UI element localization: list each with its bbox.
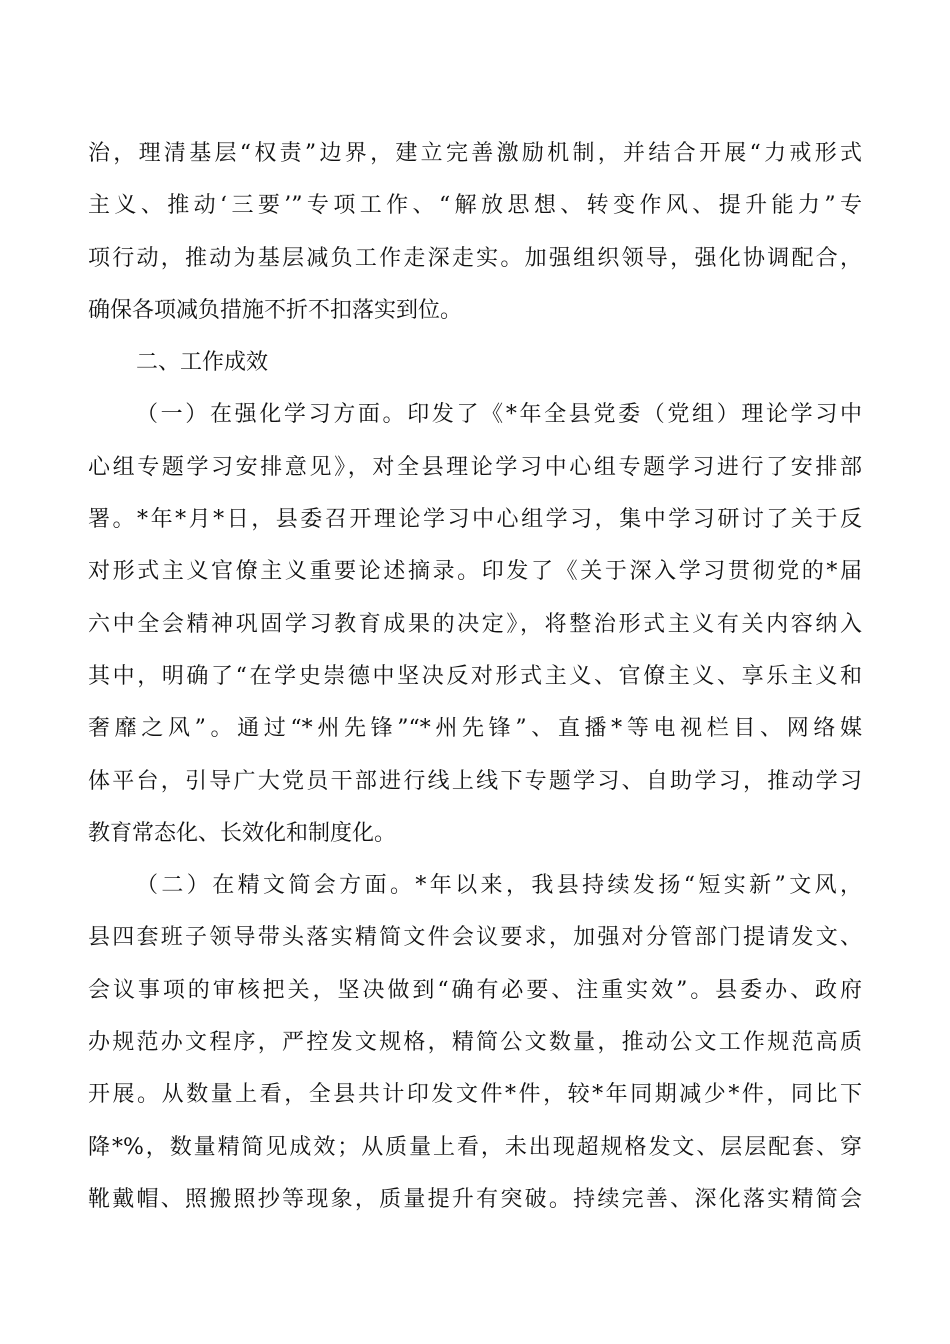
text-line: 办规范办文程序，严控发文规格，精简公文数量，推动公文工作规范高质 [88, 1030, 862, 1056]
document-page [88, 128, 862, 1226]
text-line: 教育常态化、长效化和制度化。 [88, 820, 397, 846]
text-line: 项行动，推动为基层减负工作走深走实。加强组织领导，强化协调配合， [88, 245, 862, 271]
text-line: 主义、推动‘三要’”专项工作、“解放思想、转变作风、提升能力”专 [88, 193, 862, 219]
section-heading [88, 337, 862, 389]
text-line: 心组专题学习安排意见》，对全县理论学习中心组专题学习进行了安排部 [88, 454, 862, 480]
text-line: 县四套班子领导带头落实精简文件会议要求，加强对分管部门提请发文、 [88, 925, 862, 951]
text-line: 体平台，引导广大党员干部进行线上线下专题学习、自助学习，推动学习 [88, 768, 862, 794]
paragraph-documents [88, 860, 862, 1226]
heading-text: 二、工作成效 [136, 350, 269, 376]
text-line: （一）在强化学习方面。印发了《*年全县党委（党组）理论学习中 [136, 402, 862, 428]
text-line: 确保各项减负措施不折不扣落实到位。 [88, 297, 463, 323]
text-line: 署。*年*月*日，县委召开理论学习中心组学习，集中学习研讨了关于反 [88, 507, 862, 533]
text-line: 奢靡之风”。通过“*州先锋”“*州先锋”、直播*等电视栏目、网络媒 [88, 716, 862, 742]
text-line: 靴戴帽、照搬照抄等现象，质量提升有突破。持续完善、深化落实精简会 [88, 1186, 862, 1212]
text-line: （二）在精文简会方面。*年以来，我县持续发扬“短实新”文风， [136, 873, 862, 899]
text-line: 降*%，数量精简见成效；从质量上看，未出现超规格发文、层层配套、穿 [88, 1134, 862, 1160]
text-line: 开展。从数量上看，全县共计印发文件*件，较*年同期减少*件，同比下 [88, 1082, 862, 1108]
paragraph-study [88, 389, 862, 860]
text-line: 其中，明确了“在学史崇德中坚决反对形式主义、官僚主义、享乐主义和 [88, 663, 862, 689]
paragraph-intro [88, 128, 862, 337]
text-line: 六中全会精神巩固学习教育成果的决定》，将整治形式主义有关内容纳入 [88, 611, 862, 637]
text-line: 治，理清基层“权责”边界，建立完善激励机制，并结合开展“力戒形式 [88, 141, 862, 166]
text-line: 会议事项的审核把关，坚决做到“确有必要、注重实效”。县委办、政府 [88, 977, 862, 1003]
text-line: 对形式主义官僚主义重要论述摘录。印发了《关于深入学习贯彻党的*届 [88, 559, 862, 585]
